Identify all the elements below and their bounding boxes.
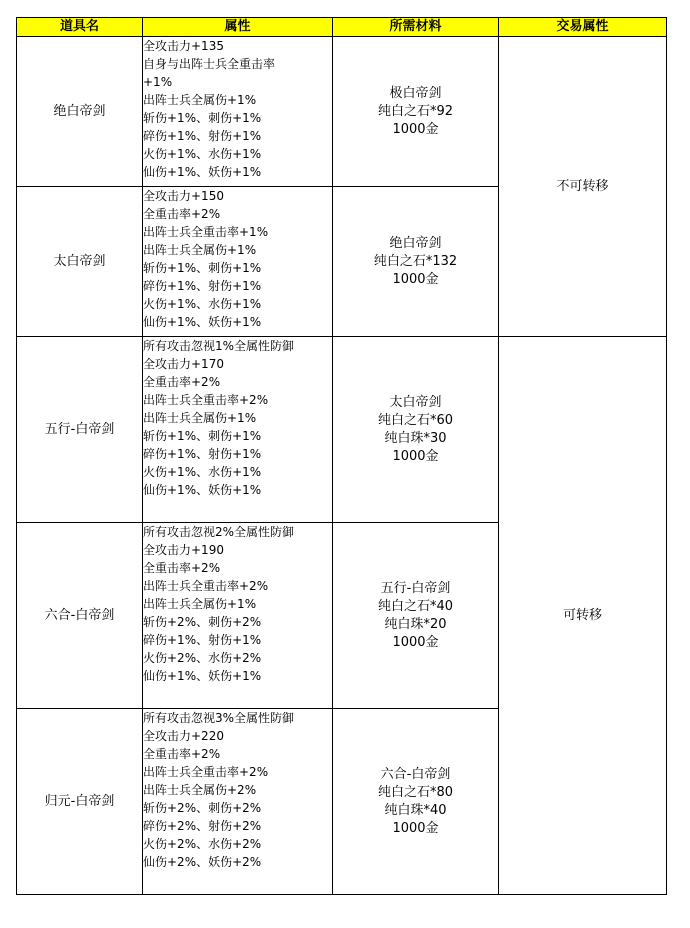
attribute-line: 碎伤+1%、射伤+1% (143, 447, 262, 461)
material-line: 纯白之石*60 (377, 412, 454, 428)
attribute-line: 碎伤+2%、射伤+2% (143, 819, 262, 833)
material-line: 1000金 (392, 121, 439, 137)
trade-property-nontransferable: 不可转移 (499, 37, 667, 337)
attribute-line: 火伤+1%、水伤+1% (143, 147, 262, 161)
attribute-line: 出阵士兵全属伤+2% (143, 783, 257, 797)
item-attributes (143, 523, 333, 709)
attribute-line: 出阵士兵全属伤+1% (143, 93, 257, 107)
item-table (16, 17, 667, 895)
attribute-line: 出阵士兵全属伤+1% (143, 243, 257, 257)
material-line: 纯白珠*20 (384, 616, 447, 632)
material-line: 六合-白帝剑 (380, 766, 451, 782)
attribute-line: 全重击率+2% (143, 747, 221, 761)
header-item-name: 道具名 (17, 18, 143, 37)
attribute-line: 碎伤+1%、射伤+1% (143, 633, 262, 647)
material-line: 1000金 (392, 820, 439, 836)
attribute-line: 所有攻击忽视1%全属性防御 (143, 339, 295, 353)
material-line: 纯白珠*40 (384, 802, 447, 818)
header-trade: 交易属性 (499, 18, 667, 37)
material-line: 1000金 (392, 271, 439, 287)
material-line: 1000金 (392, 634, 439, 650)
material-line: 纯白之石*80 (377, 784, 454, 800)
attribute-line: 所有攻击忽视3%全属性防御 (143, 711, 295, 725)
header-attributes: 属性 (143, 18, 333, 37)
item-name: 五行-白帝剑 (17, 337, 143, 523)
attribute-line: 全攻击力+220 (143, 729, 224, 743)
attribute-line: 出阵士兵全重击率+2% (143, 393, 269, 407)
attribute-line: 自身与出阵士兵全重击率 (143, 57, 276, 71)
item-attributes (143, 37, 333, 187)
attribute-line: 仙伤+2%、妖伤+2% (143, 855, 262, 869)
attribute-line: 全重击率+2% (143, 207, 221, 221)
item-materials (333, 187, 499, 337)
header-materials: 所需材料 (333, 18, 499, 37)
attribute-line: 全攻击力+190 (143, 543, 224, 557)
attribute-line: 仙伤+1%、妖伤+1% (143, 315, 262, 329)
attribute-line: 碎伤+1%、射伤+1% (143, 279, 262, 293)
attribute-line: 全重击率+2% (143, 561, 221, 575)
material-line: 太白帝剑 (389, 394, 442, 410)
attribute-line: 火伤+1%、水伤+1% (143, 465, 262, 479)
attribute-line: 火伤+1%、水伤+1% (143, 297, 262, 311)
attribute-line: 火伤+2%、水伤+2% (143, 651, 262, 665)
material-line: 纯白之石*132 (373, 253, 458, 269)
item-materials (333, 37, 499, 187)
attribute-line: 斩伤+2%、刺伤+2% (143, 801, 262, 815)
attribute-line: 所有攻击忽视2%全属性防御 (143, 525, 295, 539)
attribute-line: 仙伤+1%、妖伤+1% (143, 483, 262, 497)
attribute-line: 出阵士兵全重击率+1% (143, 225, 269, 239)
attribute-line: 斩伤+2%、刺伤+2% (143, 615, 262, 629)
item-name: 归元-白帝剑 (17, 709, 143, 895)
item-name: 绝白帝剑 (17, 37, 143, 187)
trade-property-transferable: 可转移 (499, 337, 667, 895)
attribute-line: 仙伤+1%、妖伤+1% (143, 669, 262, 683)
material-line: 五行-白帝剑 (380, 580, 451, 596)
attribute-line: 出阵士兵全属伤+1% (143, 411, 257, 425)
material-line: 纯白珠*30 (384, 430, 447, 446)
table-row (17, 37, 667, 187)
attribute-line: 仙伤+1%、妖伤+1% (143, 165, 262, 179)
item-materials (333, 523, 499, 709)
attribute-line: 斩伤+1%、刺伤+1% (143, 429, 262, 443)
header-row (17, 18, 667, 37)
item-materials (333, 709, 499, 895)
material-line: 纯白之石*40 (377, 598, 454, 614)
item-name: 太白帝剑 (17, 187, 143, 337)
item-attributes (143, 187, 333, 337)
item-attributes (143, 709, 333, 895)
item-materials (333, 337, 499, 523)
table-row (17, 337, 667, 523)
material-line: 纯白之石*92 (377, 103, 454, 119)
attribute-line: 出阵士兵全属伤+1% (143, 597, 257, 611)
item-name: 六合-白帝剑 (17, 523, 143, 709)
attribute-line: 全攻击力+135 (143, 39, 224, 53)
attribute-line: 火伤+2%、水伤+2% (143, 837, 262, 851)
item-attributes (143, 337, 333, 523)
material-line: 绝白帝剑 (389, 235, 442, 251)
attribute-line: 出阵士兵全重击率+2% (143, 765, 269, 779)
material-line: 极白帝剑 (389, 85, 442, 101)
attribute-line: 全攻击力+170 (143, 357, 224, 371)
attribute-line: 出阵士兵全重击率+2% (143, 579, 269, 593)
attribute-line: +1% (143, 75, 173, 89)
attribute-line: 斩伤+1%、刺伤+1% (143, 261, 262, 275)
attribute-line: 碎伤+1%、射伤+1% (143, 129, 262, 143)
attribute-line: 斩伤+1%、刺伤+1% (143, 111, 262, 125)
material-line: 1000金 (392, 448, 439, 464)
attribute-line: 全攻击力+150 (143, 189, 224, 203)
attribute-line: 全重击率+2% (143, 375, 221, 389)
